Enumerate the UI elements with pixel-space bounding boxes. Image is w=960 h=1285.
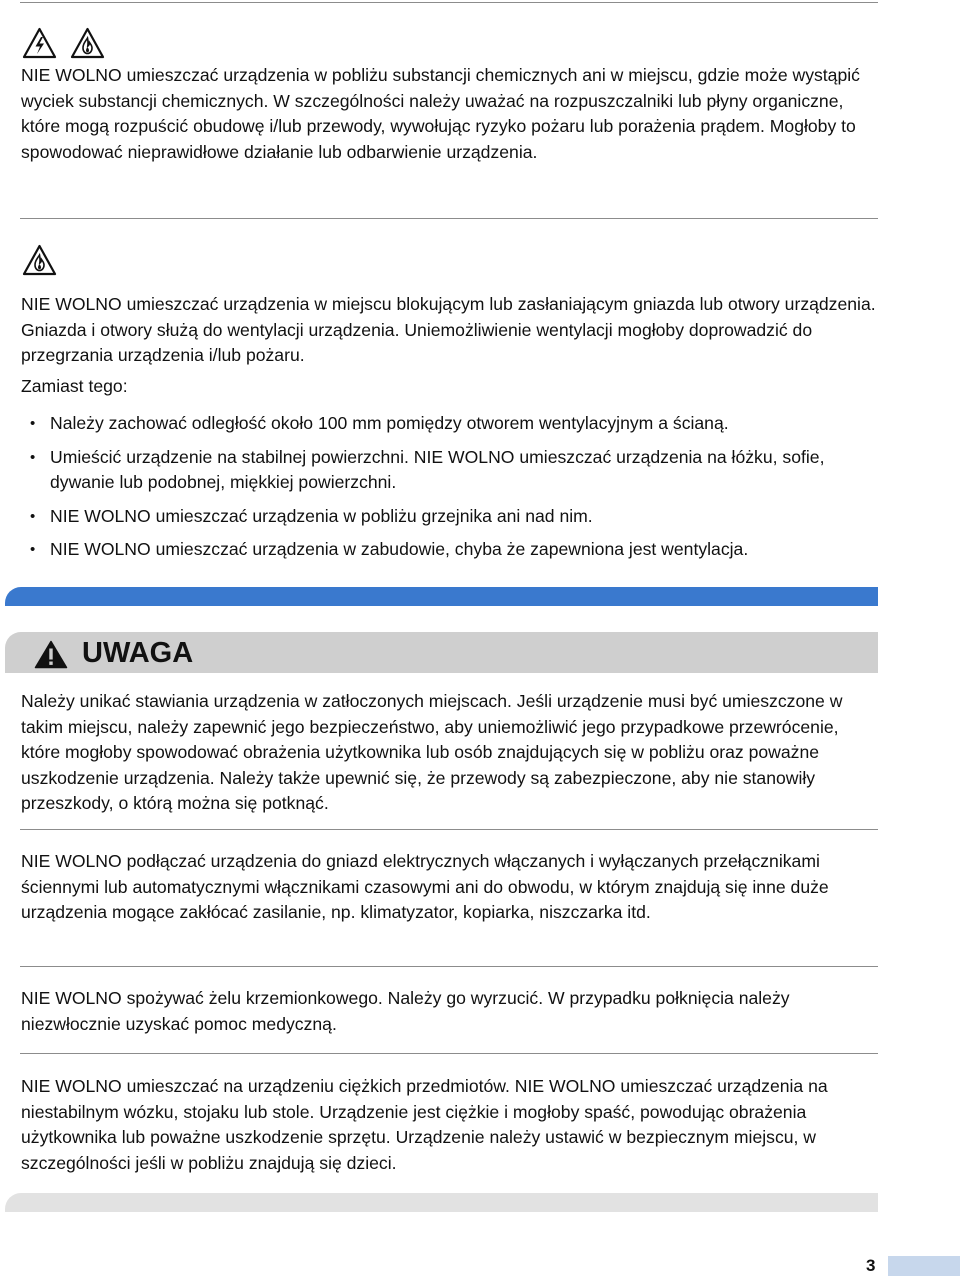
list-item: • NIE WOLNO umieszczać urządzenia w zabudowie, chyba że zapewniona jest wentylacja. [21, 537, 881, 563]
list-item: • Należy zachować odległość około 100 mm pomiędzy otworem wentylacyjnym a ścianą. [21, 411, 881, 437]
warning-block-end-band [5, 587, 878, 606]
heavy-objects-paragraph: NIE WOLNO umieszczać na urządzeniu ciężkich przedmiotów. NIE WOLNO umieszczać urządzenia na niestabilnym wózku, stojaku lub stole. Urządzenie jest ciężkie i mogłoby spaść, powodując obrażenia użytkownika lub poważne uszkodzenie sprzętu. Urządzenie należy ustawić w bezpiecznym miejscu, w szczególności jeśli w pobliżu znajdują się dzieci. [21, 1076, 828, 1173]
power-outlet-paragraph: NIE WOLNO podłączać urządzenia do gniazd elektrycznych włączanych i wyłączanych przełącznikami ściennymi lub automatycznymi włącznikami czasowymi ani do obwodu, w którym znajdują się inne duże urządzenia mogące zakłócać zasilanie, np. klimatyzator, kopiarka, niszczarka itd. [21, 851, 829, 922]
crowded-place-paragraph: Należy unikać stawiania urządzenia w zatłoczonych miejscach. Jeśli urządzenie musi być umieszczone w takim miejscu, należy zapewnić jego bezpieczeństwo, aby uniemożliwić jego przypadkowe przewrócenie, które mogłoby spowodować obrażenia użytkownika lub osób znajdujących się w pobliżu oraz poważne uszkodzenie urządzenia. Należy także upewnić się, że przewody są zabezpieczone, aby nie stanowiły przeszkody, o którą można się potknąć. [21, 691, 843, 813]
caution-heading: UWAGA [82, 637, 194, 669]
section-divider [20, 829, 878, 830]
top-divider [20, 2, 878, 3]
silica-gel-paragraph: NIE WOLNO spożywać żelu krzemionkowego. Należy go wyrzucić. W przypadku połknięcia należy niezwłocznie uzyskać pomoc medyczną. [21, 988, 790, 1034]
section-divider [20, 1053, 878, 1054]
caution-block-end-band [5, 1193, 878, 1212]
placement-instructions-list [21, 411, 881, 571]
ventilation-warning-paragraph: NIE WOLNO umieszczać urządzenia w miejscu blokującym lub zasłaniającym gniazda lub otwory urządzenia. Gniazda i otwory służą do wentylacji urządzenia. Uniemożliwienie wentylacji mogłoby doprowadzić do przegrzania urządzenia i/lub pożaru. [21, 294, 876, 365]
fire-hazard-icon [22, 244, 57, 281]
list-item: • NIE WOLNO umieszczać urządzenia w pobliżu grzejnika ani nad nim. [21, 504, 881, 530]
page-tab-marker [888, 1256, 960, 1276]
instead-label: Zamiast tego: [21, 376, 128, 396]
section-divider [20, 966, 878, 967]
list-item: • Umieścić urządzenie na stabilnej powierzchni. NIE WOLNO umieszczać urządzenia na łóżku, sofie, dywanie lub podobnej, miękkiej powierzchni. [21, 445, 881, 496]
fire-hazard-icon [70, 27, 105, 64]
section-divider [20, 218, 878, 219]
warning-triangle-icon [34, 640, 68, 674]
page-number: 3 [866, 1256, 876, 1275]
electric-shock-hazard-icon [22, 27, 57, 64]
chemicals-warning-paragraph: NIE WOLNO umieszczać urządzenia w pobliżu substancji chemicznych ani w miejscu, gdzie może wystąpić wyciek substancji chemicznych. W szczególności należy uważać na rozpuszczalniki lub płyny organiczne, które mogą rozpuścić obudowę i/lub przewody, wywołując ryzyko pożaru lub porażenia prądem. Mogłoby to spowodować nieprawidłowe działanie lub odbarwienie urządzenia. [21, 65, 860, 162]
